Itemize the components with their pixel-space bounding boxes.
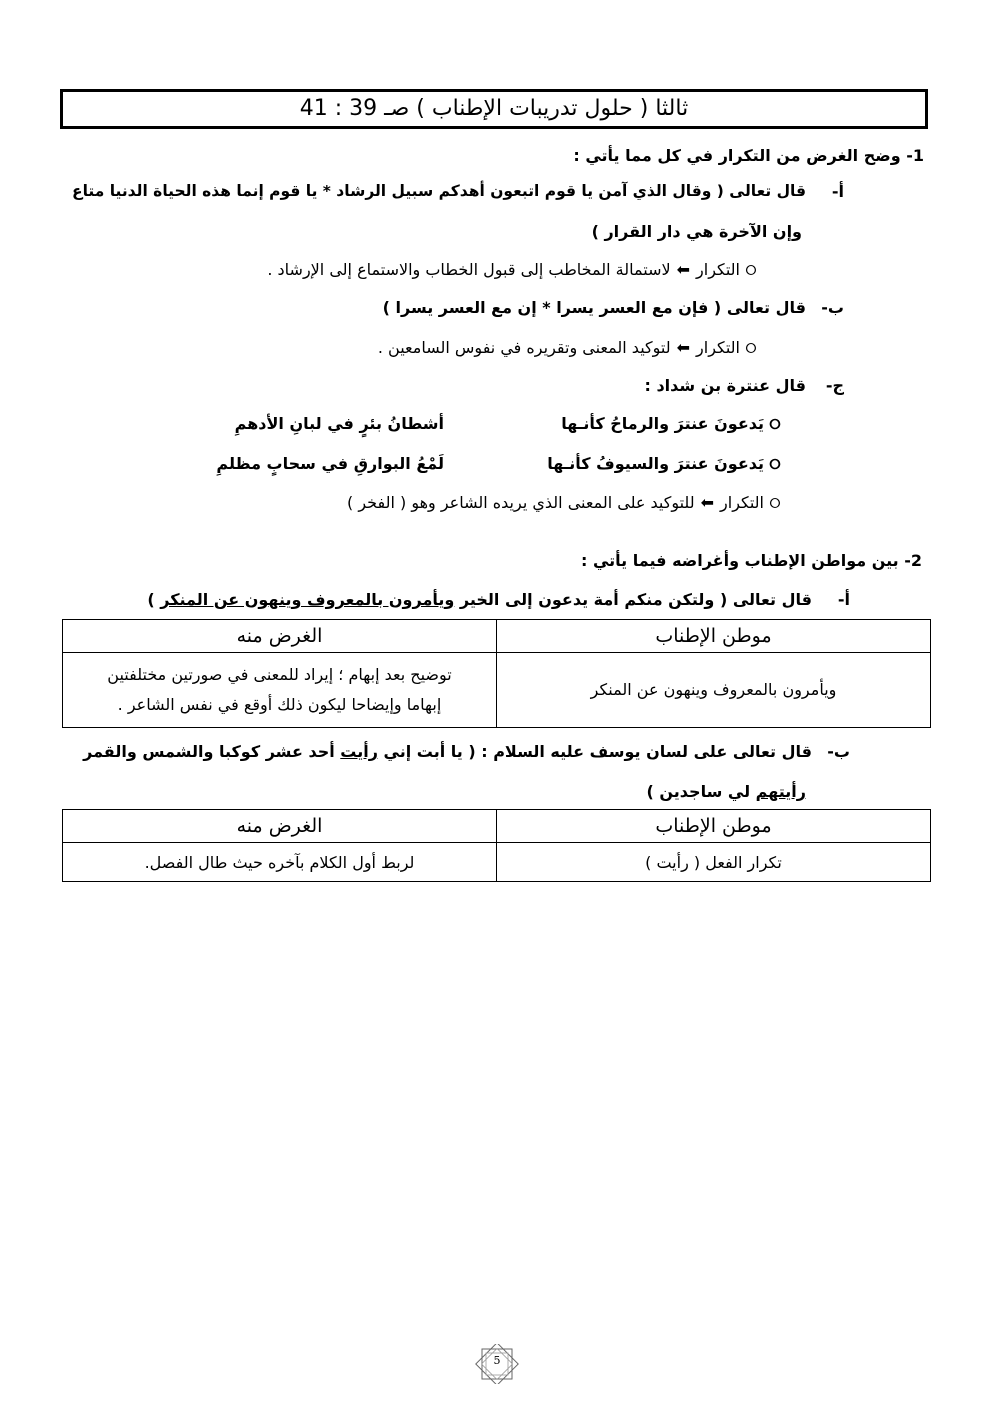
table-cell-purpose: توضيح بعد إبهام ؛ إيراد للمعنى في صورتين مختلفتين إبهاما وإيضاحا ليكون ذلك أوقع في نفس الشاعر . bbox=[63, 653, 497, 728]
q1-item-a-line2: وإن الآخرة هي دار القرار ) bbox=[591, 222, 802, 241]
q2-item-b-line1: قال تعالى على لسان يوسف عليه السلام : ( يا أبت إني رأيت أحد عشر كوكبا والشمس والقمر bbox=[83, 742, 812, 761]
q1-item-c-text: قال عنترة بن شداد : bbox=[644, 376, 806, 395]
column-header-place: موطن الإطناب bbox=[497, 620, 931, 653]
answer-text: لتوكيد المعنى وتقريره في نفوس السامعين . bbox=[377, 338, 671, 357]
bullet-icon: ⭘ bbox=[745, 263, 757, 279]
answer-lead: التكرار bbox=[720, 493, 764, 512]
verse-2-second-hemistich: لَمْعُ البوارقِ في سحابٍ مظلمِ bbox=[216, 454, 444, 473]
bullet-icon: ⭘ bbox=[769, 417, 781, 433]
page-title: ثالثا ( حلول تدريبات الإطناب ) صـ 39 : 41 bbox=[60, 89, 928, 129]
page-number-ornament bbox=[473, 1344, 521, 1384]
arrow-left-icon: ⬅ bbox=[700, 493, 715, 512]
arrow-left-icon: ⬅ bbox=[676, 260, 691, 279]
q1-item-a-answer bbox=[267, 260, 762, 279]
underlined-phrase: ويأمرون بالمعروف وينهون عن المنكر bbox=[160, 590, 455, 609]
q2-item-b-line2: رأيتهم لي ساجدين ) bbox=[646, 782, 806, 801]
verse-1-second-hemistich: أشطانُ بئرٍ في لبانِ الأدهمِ bbox=[234, 414, 444, 433]
answer-text: لاستمالة المخاطب إلى قبول الخطاب والاستماع إلى الإرشاد . bbox=[267, 260, 671, 279]
column-header-purpose: الغرض منه bbox=[63, 620, 497, 653]
q1-item-a-marker: أ- bbox=[831, 182, 844, 201]
q2-item-b-marker: ب- bbox=[827, 742, 850, 761]
question-2-heading: 2- بين مواطن الإطناب وأغراضه فيما يأتي : bbox=[581, 551, 922, 570]
q1-item-b-marker: ب- bbox=[821, 298, 844, 317]
q1-item-c-answer bbox=[347, 493, 786, 512]
bullet-icon: ⭘ bbox=[769, 457, 781, 473]
underlined-word: رأيت bbox=[340, 742, 378, 761]
q1-item-c-marker: ج- bbox=[825, 376, 844, 395]
verse-2-first-hemistich: ⭘يَدعونَ عنترَ والسيوفُ كأنـها bbox=[547, 454, 786, 473]
q1-item-a-line1: قال تعالى ( وقال الذي آمن يا قوم اتبعون أهدكم سبيل الرشاد * يا قوم إنما هذه الحياة الدنيا متاع bbox=[71, 182, 806, 200]
page-number: 5 bbox=[493, 1354, 501, 1367]
underlined-word: رأيتهم bbox=[755, 782, 806, 801]
q2-item-a-text: قال تعالى ( ولتكن منكم أمة يدعون إلى الخير ويأمرون بالمعروف وينهون عن المنكر ) bbox=[147, 590, 812, 609]
answer-lead: التكرار bbox=[696, 260, 740, 279]
q1-item-b-answer bbox=[378, 338, 762, 357]
answer-lead: التكرار bbox=[696, 338, 740, 357]
purpose-table-2 bbox=[62, 809, 931, 882]
table-cell-purpose: لربط أول الكلام بآخره حيث طال الفصل. bbox=[63, 843, 497, 882]
q2-item-a-marker: أ- bbox=[837, 590, 850, 609]
answer-text: للتوكيد على المعنى الذي يريده الشاعر وهو ( الفخر ) bbox=[347, 493, 695, 512]
arrow-left-icon: ⬅ bbox=[676, 338, 691, 357]
table-cell-place: تكرار الفعل ( رأيت ) bbox=[497, 843, 931, 882]
q1-item-b-text: قال تعالى ( فإن مع العسر يسرا * إن مع العسر يسرا ) bbox=[382, 298, 806, 317]
purpose-table-1 bbox=[62, 619, 931, 728]
table-cell-place: ويأمرون بالمعروف وينهون عن المنكر bbox=[497, 653, 931, 728]
column-header-place: موطن الإطناب bbox=[497, 810, 931, 843]
column-header-purpose: الغرض منه bbox=[63, 810, 497, 843]
bullet-icon: ⭘ bbox=[745, 341, 757, 357]
verse-1-first-hemistich: ⭘يَدعونَ عنترَ والرماحُ كأنـها bbox=[561, 414, 786, 433]
bullet-icon: ⭘ bbox=[769, 496, 781, 512]
question-1-heading: 1- وضح الغرض من التكرار في كل مما يأتي : bbox=[573, 146, 924, 165]
